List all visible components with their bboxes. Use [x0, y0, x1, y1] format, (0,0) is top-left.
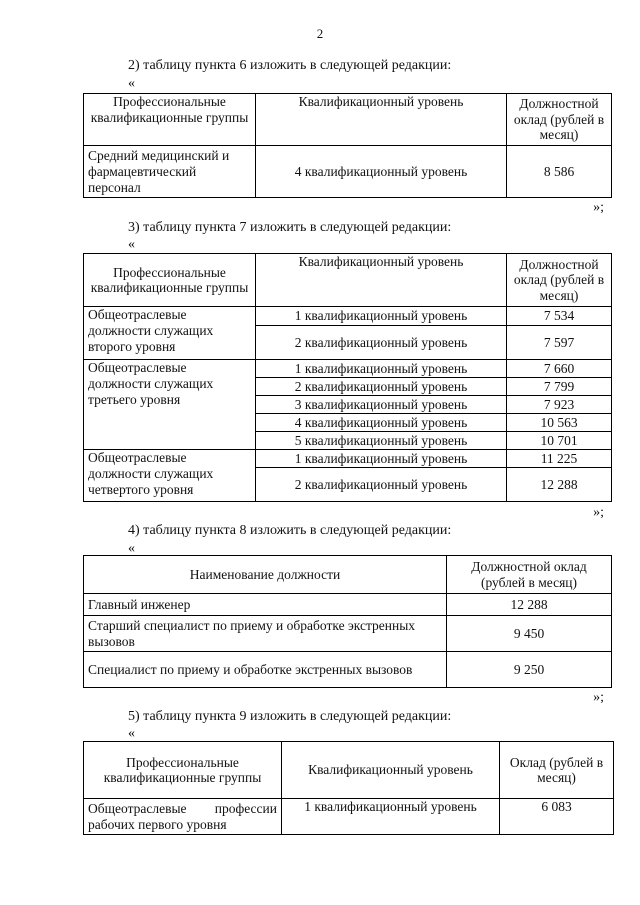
header-cell: Профессиональные квалификационные группы [84, 742, 282, 799]
header-cell: Профессиональные квалификационные группы [84, 254, 256, 307]
table-row [84, 652, 612, 688]
header-cell: Оклад (рублей в месяц) [500, 742, 614, 799]
table-row [84, 146, 612, 198]
salary-cell: 7 660 [507, 360, 612, 378]
group-cell: Общеотраслевые должности служащих второго уровня [84, 307, 256, 360]
salary-cell: 10 563 [507, 414, 612, 432]
header-cell: Квалификационный уровень [282, 742, 500, 799]
section3-intro: 3) таблицу пункта 7 изложить в следующей редакции: [128, 220, 452, 235]
table-row [84, 450, 612, 468]
table-header-row [84, 94, 612, 146]
table-header-row [84, 254, 612, 307]
quote-close: »; [593, 200, 604, 215]
quote-open: « [128, 76, 135, 91]
table-section3 [83, 253, 612, 502]
table-section5 [83, 741, 614, 835]
level-cell: 3 квалификационный уровень [256, 396, 507, 414]
salary-cell: 7 799 [507, 378, 612, 396]
table-row [84, 360, 612, 378]
level-cell: 2 квалификационный уровень [256, 468, 507, 502]
salary-cell: 7 534 [507, 307, 612, 326]
group-cell: Общеотраслевые должности служащих четвертого уровня [84, 450, 256, 502]
position-cell: Специалист по приему и обработке экстренных вызовов [84, 652, 447, 688]
table-row [84, 307, 612, 326]
quote-open: « [128, 726, 135, 741]
table-header-row [84, 742, 614, 799]
group-cell: Общеотраслевые должности служащих третьего уровня [84, 360, 256, 450]
salary-cell: 6 083 [500, 799, 614, 835]
level-cell: 4 квалификационный уровень [256, 414, 507, 432]
position-cell: Главный инженер [84, 594, 447, 616]
table-row [84, 799, 614, 835]
header-cell: Должностной оклад (рублей в месяц) [507, 94, 612, 146]
level-cell: 4 квалификационный уровень [256, 146, 507, 198]
level-cell: 1 квалификационный уровень [282, 799, 500, 835]
group-cell: Средний медицинский и фармацевтический персонал [84, 146, 256, 198]
header-cell: Должностной оклад (рублей в месяц) [447, 556, 612, 594]
salary-cell: 12 288 [447, 594, 612, 616]
group-cell: Общеотраслевые профессии рабочих первого уровня [84, 799, 282, 835]
section2-intro: 2) таблицу пункта 6 изложить в следующей редакции: [128, 58, 452, 73]
table-section4 [83, 555, 612, 688]
header-cell: Наименование должности [84, 556, 447, 594]
table-row [84, 616, 612, 652]
salary-cell: 9 250 [447, 652, 612, 688]
level-cell: 1 квалификационный уровень [256, 307, 507, 326]
salary-cell: 12 288 [507, 468, 612, 502]
level-cell: 2 квалификационный уровень [256, 326, 507, 360]
header-cell: Должностной оклад (рублей в месяц) [507, 254, 612, 307]
salary-cell: 7 597 [507, 326, 612, 360]
salary-cell: 10 701 [507, 432, 612, 450]
salary-cell: 11 225 [507, 450, 612, 468]
level-cell: 5 квалификационный уровень [256, 432, 507, 450]
quote-close: »; [593, 690, 604, 705]
quote-open: « [128, 237, 135, 252]
header-cell: Квалификационный уровень [256, 254, 507, 307]
quote-close: »; [593, 505, 604, 520]
salary-cell: 7 923 [507, 396, 612, 414]
table-section2 [83, 93, 612, 198]
header-cell: Квалификационный уровень [256, 94, 507, 146]
section5-intro: 5) таблицу пункта 9 изложить в следующей редакции: [128, 709, 452, 724]
section4-intro: 4) таблицу пункта 8 изложить в следующей редакции: [128, 523, 452, 538]
table-row [84, 594, 612, 616]
salary-cell: 8 586 [507, 146, 612, 198]
quote-open: « [128, 541, 135, 556]
table-header-row [84, 556, 612, 594]
salary-cell: 9 450 [447, 616, 612, 652]
level-cell: 2 квалификационный уровень [256, 378, 507, 396]
page-number: 2 [316, 26, 324, 41]
level-cell: 1 квалификационный уровень [256, 450, 507, 468]
position-cell: Старший специалист по приему и обработке экстренных вызовов [84, 616, 447, 652]
level-cell: 1 квалификационный уровень [256, 360, 507, 378]
header-cell: Профессиональные квалификационные группы [84, 94, 256, 146]
